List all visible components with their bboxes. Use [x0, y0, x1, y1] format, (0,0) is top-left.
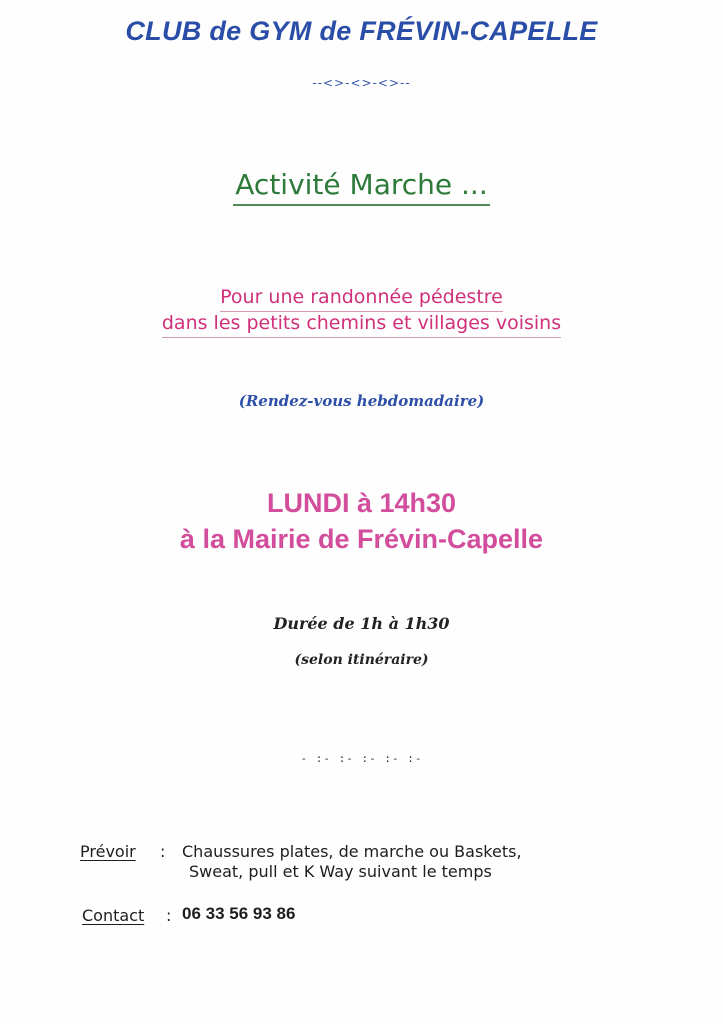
contact-label: Contact [82, 906, 145, 925]
middle-separator: - :- :- :- :- :- [300, 752, 423, 765]
schedule-location: à la Mairie de Frévin-Capelle [179, 524, 544, 554]
header-separator: --<>-<>-<>-- [312, 76, 411, 90]
description-line-2 [0, 312, 723, 334]
activity-title [0, 168, 723, 201]
contact-colon: : [166, 906, 172, 925]
contact-phone: 06 33 56 93 86 [182, 904, 296, 923]
schedule-day-time: LUNDI à 14h30 [266, 488, 457, 518]
description-line-2-text: dans les petits chemins et villages voisins [162, 312, 561, 338]
activity-title-text: Activité Marche ... [233, 168, 489, 206]
prevoir-label: Prévoir [80, 842, 136, 861]
prevoir-line-1: Chaussures plates, de marche ou Baskets, [182, 842, 522, 861]
duration-note: (selon itinéraire) [294, 652, 429, 668]
description-line-1-text: Pour une randonnée pédestre [220, 286, 503, 312]
duration-text: Durée de 1h à 1h30 [273, 614, 450, 633]
rendezvous-note: (Rendez-vous hebdomadaire) [238, 392, 485, 410]
prevoir-line-2: Sweat, pull et K Way suivant le temps [189, 862, 492, 881]
description-line-1 [0, 286, 723, 308]
club-title: CLUB de GYM de FRÉVIN-CAPELLE [125, 16, 598, 46]
prevoir-colon: : [160, 842, 166, 861]
